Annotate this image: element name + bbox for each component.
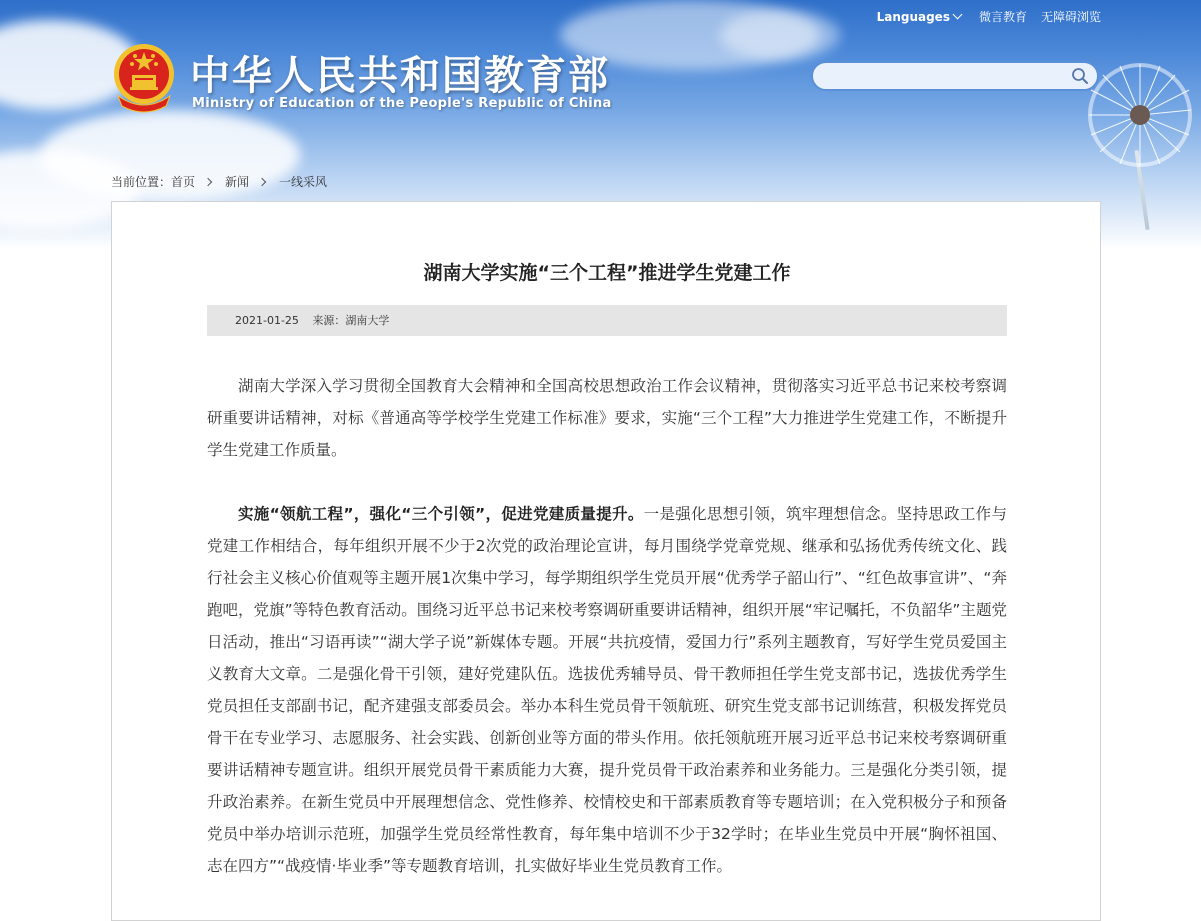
breadcrumb (111, 173, 327, 190)
weiyan-link[interactable]: 微言教育 (978, 10, 1027, 24)
national-emblem (112, 42, 176, 114)
search-input[interactable] (825, 67, 1069, 87)
search-box (811, 61, 1099, 91)
article-title: 湖南大学实施“三个工程”推进学生党建工作 (423, 262, 791, 284)
paragraph-heading: 实施“领航工程”，强化“三个引领”，促进党建质量提升。 (238, 505, 644, 523)
top-nav (877, 8, 1101, 25)
article-paragraph: 湖南大学深入学习贯彻全国教育大会精神和全国高校思想政治工作会议精神，贯彻落实习近平总书记来校考察调研重要讲话精神，对标《普通高等学校学生党建工作标准》要求，实施“三个工程”大力推进学生党建工作，不断提升学生党建工作质量。 (207, 377, 1007, 459)
search-icon[interactable] (1071, 67, 1089, 85)
breadcrumb-home[interactable]: 首页 (171, 175, 196, 189)
site-title-cn[interactable]: 中华人民共和国教育部 (190, 53, 610, 99)
dandelion-decoration (1085, 60, 1195, 170)
chevron-right-icon (204, 177, 212, 185)
breadcrumb-prefix: 当前位置： (111, 175, 172, 189)
article-body (207, 370, 1007, 914)
chevron-down-icon (953, 10, 963, 20)
languages-dropdown[interactable] (877, 10, 961, 24)
accessibility-link[interactable]: 无障碍浏览 (1040, 10, 1101, 24)
site-title-en[interactable]: Ministry of Education of the People's Republic of China (192, 96, 612, 111)
cloud-decoration (720, 10, 840, 60)
article-date: 2021-01-25 (235, 314, 299, 327)
article-source: 来源：湖南大学 (312, 314, 390, 327)
article-meta (207, 305, 1007, 336)
chevron-right-icon (258, 177, 266, 185)
article-paragraph (207, 498, 1007, 882)
article-container (111, 201, 1101, 921)
breadcrumb-frontline[interactable]: 一线采风 (279, 175, 328, 189)
breadcrumb-news[interactable]: 新闻 (225, 175, 250, 189)
paragraph-text: 一是强化思想引领，筑牢理想信念。坚持思政工作与党建工作相结合，每年组织开展不少于2次党的政治理论宣讲，每月围绕学党章党规、继承和弘扬优秀传统文化、践行社会主义核心价值观等主题开展1次集中学习，每学期组织学生党员开展“优秀学子韶山行”、“红色故事宣讲”、“奔跑吧，党旗”等特色教育活动。围绕习近平总书记来校考察调研重要讲话精神，组织开展“牢记嘱托，不负韶华”主题党日活动，推出“习语再读”“湖大学子说”新媒体专题。开展“共抗疫情，爱国力行”系列主题教育，写好学生党员爱国主义教育大文章。二是强化骨干引领，建好党建队伍。选拔优秀辅导员、骨干教师担任学生党支部书记，选拔优秀学生党员担任支部副书记，配齐建强支部委员会。举办本科生党员骨干领航班、研究生党支部书记训练营，积极发挥党员骨干在专业学习、志愿服务、社会实践、创新创业等方面的带头作用。依托领航班开展习近平总书记来校考察调研重要讲话精神专题宣讲。组织开展党员骨干素质能力大赛，提升党员骨干政治素养和业务能力。三是强化分类引领，提升政治素养。在新生党员中开展理想信念、党性修养、校情校史和干部素质教育等专题培训；在入党积极分子和预备党员中举办培训示范班，加强学生党员经常性教育，每年集中培训不少于32学时；在毕业生党员中开展“胸怀祖国、志在四方”“战疫情·毕业季”等专题教育培训，扎实做好毕业生党员教育工作。 (207, 505, 1007, 875)
languages-label: Languages (876, 9, 950, 24)
